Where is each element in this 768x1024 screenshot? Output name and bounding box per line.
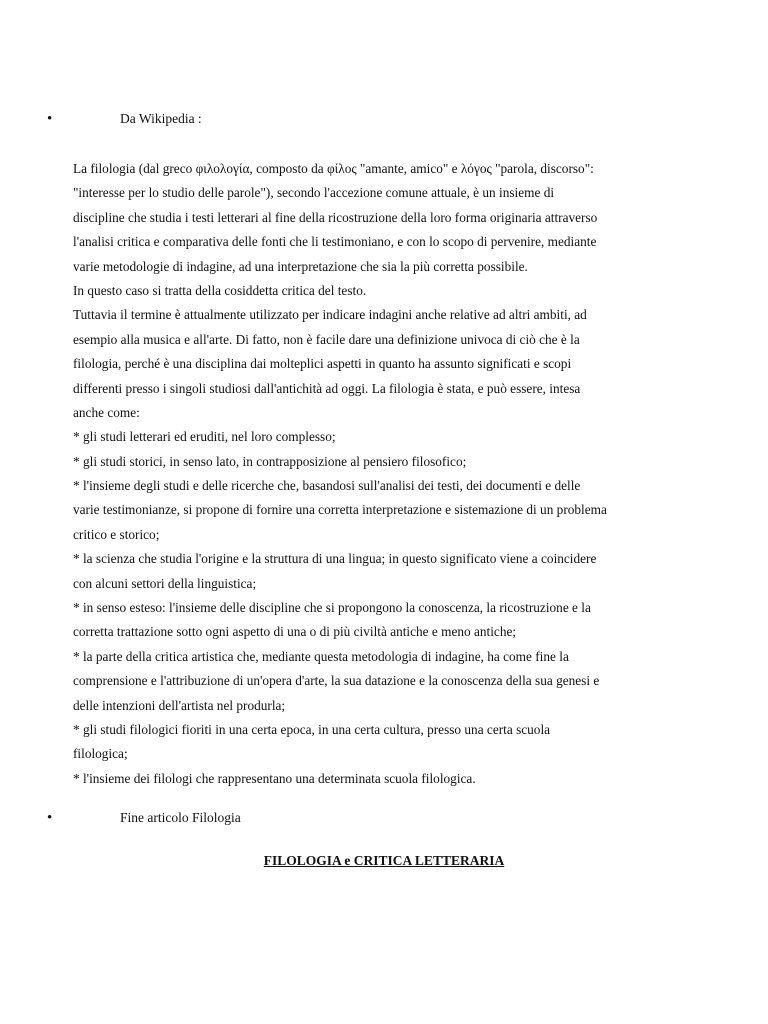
- list-line: * l'insieme degli studi e delle ricerche che, basandosi sull'analisi dei testi, dei documenti e delle: [73, 478, 581, 494]
- bullet-text-source: Da Wikipedia :: [120, 111, 202, 126]
- article-body: [73, 157, 703, 791]
- list-line: corretta trattazione sotto ogni aspetto di una o di più civiltà antiche e meno antiche;: [73, 624, 517, 640]
- bullet-marker: •: [47, 111, 53, 127]
- section-title-text: FILOLOGIA e CRITICA LETTERARIA: [263, 853, 505, 868]
- bullet-text-end: Fine articolo Filologia: [120, 810, 241, 825]
- list-line: filologica;: [73, 746, 128, 762]
- body-line: varie metodologie di indagine, ad una interpretazione che sia la più corretta possibile.: [73, 258, 528, 274]
- body-line: In questo caso si tratta della cosiddetta critica del testo.: [73, 282, 367, 298]
- bullet-item-end: [0, 806, 768, 830]
- list-line: * gli studi filologici fioriti in una certa epoca, in una certa cultura, presso una certa scuola: [73, 721, 551, 737]
- list-line: con alcuni settori della linguistica;: [73, 575, 257, 591]
- list-line: varie testimonianze, si propone di fornire una corretta interpretazione e sistemazione di un problema: [73, 502, 607, 518]
- section-title: [0, 849, 768, 873]
- bullet-item-source: [0, 107, 768, 131]
- list-line: delle intenzioni dell'artista nel produrla;: [73, 697, 286, 713]
- list-line: * gli studi storici, in senso lato, in contrapposizione al pensiero filosofico;: [73, 453, 467, 469]
- body-line: anche come:: [73, 404, 140, 420]
- body-line: "interesse per lo studio delle parole"), secondo l'accezione comune attuale, è un insieme di: [73, 185, 555, 201]
- body-line: l'analisi critica e comparativa delle fonti che li testimoniano, e con lo scopo di pervenire, mediante: [73, 234, 597, 250]
- body-line: differenti presso i singoli studiosi dall'antichità ad oggi. La filologia è stata, e può essere, intesa: [73, 380, 581, 396]
- list-line: * la parte della critica artistica che, mediante questa metodologia di indagine, ha come fine la: [73, 648, 569, 664]
- bullet-marker: •: [47, 810, 53, 826]
- body-line: filologia, perché è una disciplina dai molteplici aspetti in quanto ha assunto significati e scopi: [73, 356, 572, 372]
- body-line: Tuttavia il termine è attualmente utilizzato per indicare indagini anche relative ad altri ambiti, ad: [73, 307, 587, 323]
- body-line: La filologia (dal greco φιλολογία, composto da φίλος "amante, amico" e λόγος "parola, discorso":: [73, 161, 594, 176]
- list-line: * gli studi letterari ed eruditi, nel loro complesso;: [73, 429, 336, 445]
- body-line: discipline che studia i testi letterari al fine della ricostruzione della loro forma originaria attraverso: [73, 209, 598, 225]
- body-line: esempio alla musica e all'arte. Di fatto, non è facile dare una definizione univoca di ciò che è la: [73, 331, 580, 347]
- list-line: * l'insieme dei filologi che rappresentano una determinata scuola filologica.: [73, 770, 476, 786]
- list-line: comprensione e l'attribuzione di un'opera d'arte, la sua datazione e la conoscenza della sua genesi e: [73, 673, 600, 689]
- list-line: * in senso esteso: l'insieme delle discipline che si propongono la conoscenza, la ricostruzione e la: [73, 600, 591, 616]
- list-line: * la scienza che studia l'origine e la struttura di una lingua; in questo significato viene a coincidere: [73, 551, 597, 567]
- list-line: critico e storico;: [73, 526, 160, 542]
